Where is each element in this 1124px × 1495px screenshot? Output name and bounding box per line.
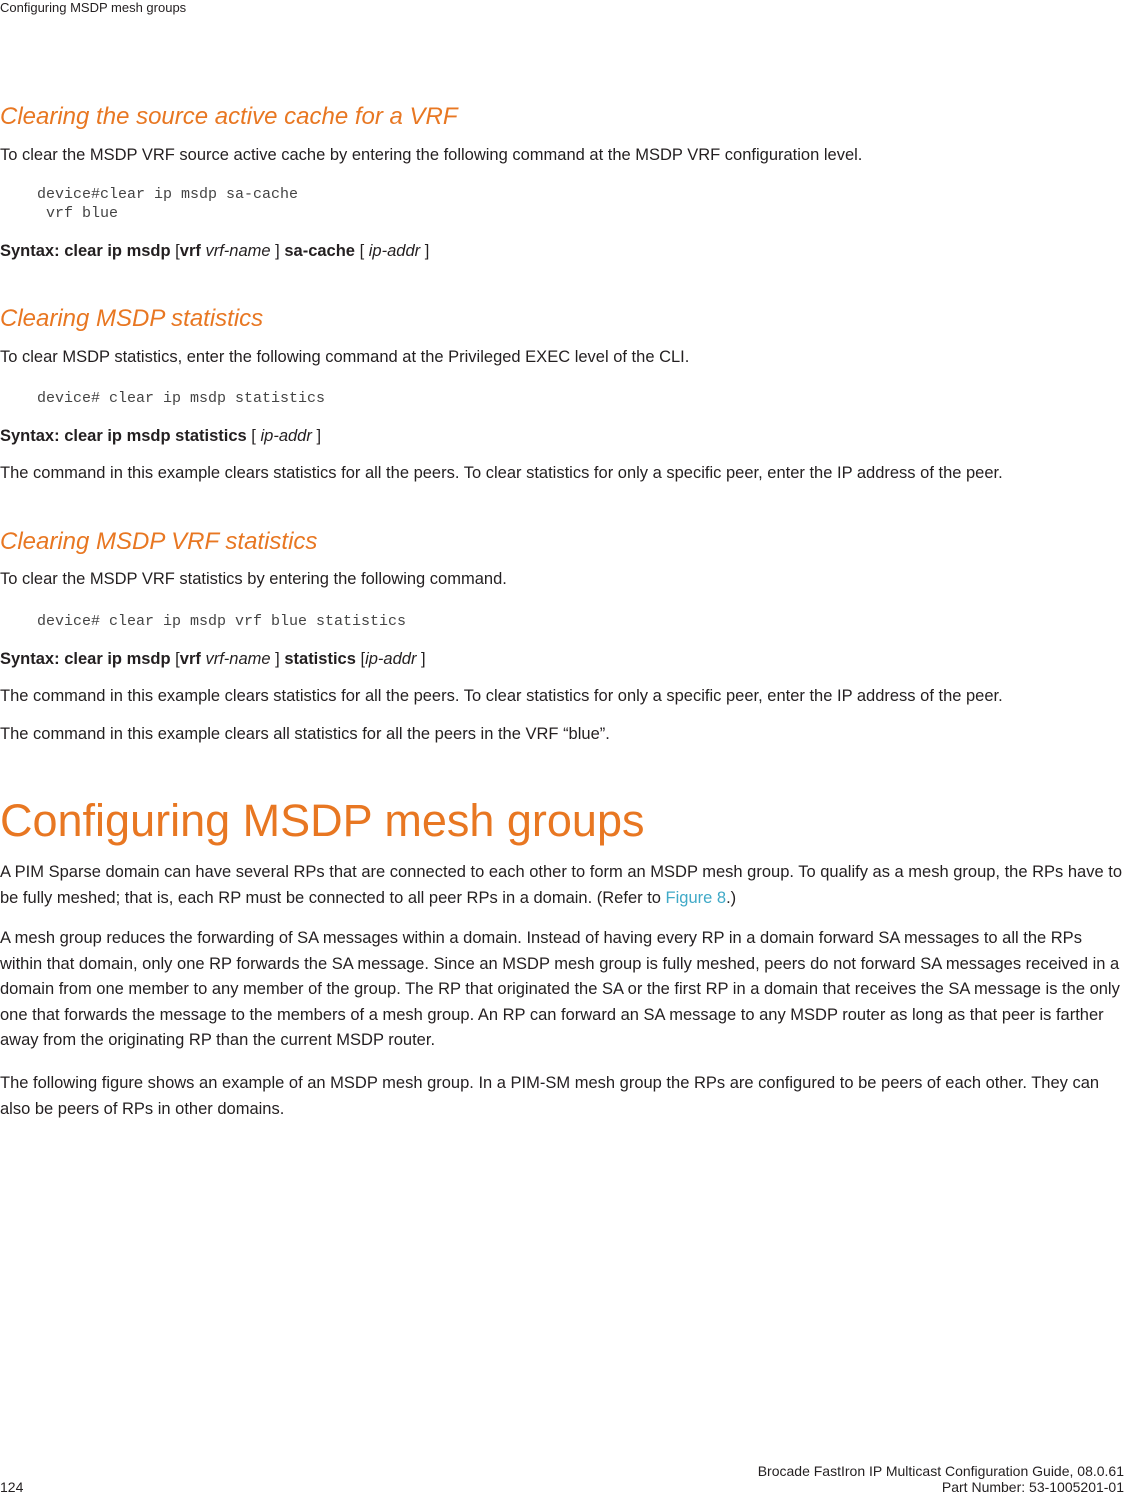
syntax-bracket: [ [175,242,180,260]
paragraph-msdp-stats-intro: To clear MSDP statistics, enter the following command at the Privileged EXEC level of the CLI. [0,348,690,366]
guide-title: Brocade FastIron IP Multicast Configuration Guide, 08.0.61 [757,1463,1124,1479]
paragraph-msdp-vrf-stats-note1: The command in this example clears statistics for all the peers. To clear statistics for only a specific peer, enter the IP address of the peer. [0,687,1003,705]
page-number: 124 [0,1479,24,1495]
syntax-bracket: [ [175,650,180,668]
syntax-bracket: ] [275,242,280,260]
syntax-command: clear ip msdp [64,242,171,260]
syntax-bracket: ] [424,242,430,260]
syntax-argument: ip-addr [365,650,417,668]
syntax-bracket: [ [251,427,256,445]
syntax-keyword: statistics [284,650,356,668]
syntax-label: Syntax: [0,242,60,260]
paragraph-mesh-groups-detail: A mesh group reduces the forwarding of SA messages within a domain. Instead of having every RP in a domain forward SA messages to all the RPs within that domain, only one RP forwards the SA message. Since an MSDP mesh group is fully meshed, peers do not forward SA messages received in a domain from one member to any member of the group. The RP that originated the SA or the first RP in a domain that receives the SA message is the only one that forwards the message to the members of a mesh group. An RP can forward an SA message to any MSDP router as long as that peer is farther away from the originating RP than the current MSDP router. [0,929,1120,1049]
syntax-command: clear ip msdp [64,650,171,668]
syntax-command: clear ip msdp statistics [64,427,247,445]
syntax-sa-cache [0,239,1122,265]
figure-8-link[interactable]: Figure 8 [665,888,727,907]
text-run: A PIM Sparse domain can have several RPs that are connected to each other to form an MSDP mesh group. To qualify as a mesh group, the RPs have to be fully meshed; that is, each RP must be connected to all peer RPs in a domain. (Refer to [0,863,1122,907]
page-title: Configuring MSDP mesh groups [0,795,645,846]
syntax-keyword: vrf [179,650,201,668]
part-number: Part Number: 53-1005201-01 [941,1479,1124,1495]
code-line: device#clear ip msdp sa-cache [37,186,299,203]
syntax-label: Syntax: [0,650,60,668]
paragraph-sa-cache-intro: To clear the MSDP VRF source active cache by entering the following command at the MSDP VRF configuration level. [0,146,863,164]
code-line: vrf blue [37,205,119,222]
code-block-msdp-stats: device# clear ip msdp statistics [37,390,326,407]
syntax-argument: vrf-name [205,650,271,668]
section-heading-msdp-vrf-stats: Clearing MSDP VRF statistics [0,528,318,555]
paragraph-mesh-groups-figure-intro: The following figure shows an example of an MSDP mesh group. In a PIM-SM mesh group the RPs are configured to be peers of each other. They can also be peers of RPs in other domains. [0,1074,1100,1118]
syntax-bracket: [ [360,650,366,668]
paragraph-mesh-groups-intro [0,860,1122,911]
syntax-keyword: vrf [179,242,201,260]
syntax-msdp-vrf-stats [0,647,1122,673]
section-heading-msdp-stats: Clearing MSDP statistics [0,305,264,332]
syntax-argument: vrf-name [205,242,271,260]
syntax-bracket: [ [359,242,365,260]
syntax-argument: ip-addr [260,427,312,445]
paragraph-msdp-vrf-stats-intro: To clear the MSDP VRF statistics by entering the following command. [0,570,507,588]
syntax-msdp-stats [0,424,1122,450]
code-block-msdp-vrf-stats: device# clear ip msdp vrf blue statistics [37,613,407,630]
text-run: .) [726,888,737,907]
syntax-argument: ip-addr [368,242,421,260]
running-header: Configuring MSDP mesh groups [0,0,187,15]
syntax-bracket: ] [275,650,280,668]
section-heading-sa-cache-vrf: Clearing the source active cache for a VRF [0,103,458,130]
syntax-bracket: ] [421,650,426,668]
code-block-sa-cache [37,185,298,223]
paragraph-msdp-vrf-stats-note2: The command in this example clears all statistics for all the peers in the VRF “blue”. [0,725,610,743]
syntax-bracket: ] [316,427,322,445]
footer-info [758,1463,1124,1495]
syntax-label: Syntax: [0,427,60,445]
syntax-keyword: sa-cache [284,242,355,260]
paragraph-msdp-stats-note: The command in this example clears statistics for all the peers. To clear statistics for only a specific peer, enter the IP address of the peer. [0,464,1003,482]
